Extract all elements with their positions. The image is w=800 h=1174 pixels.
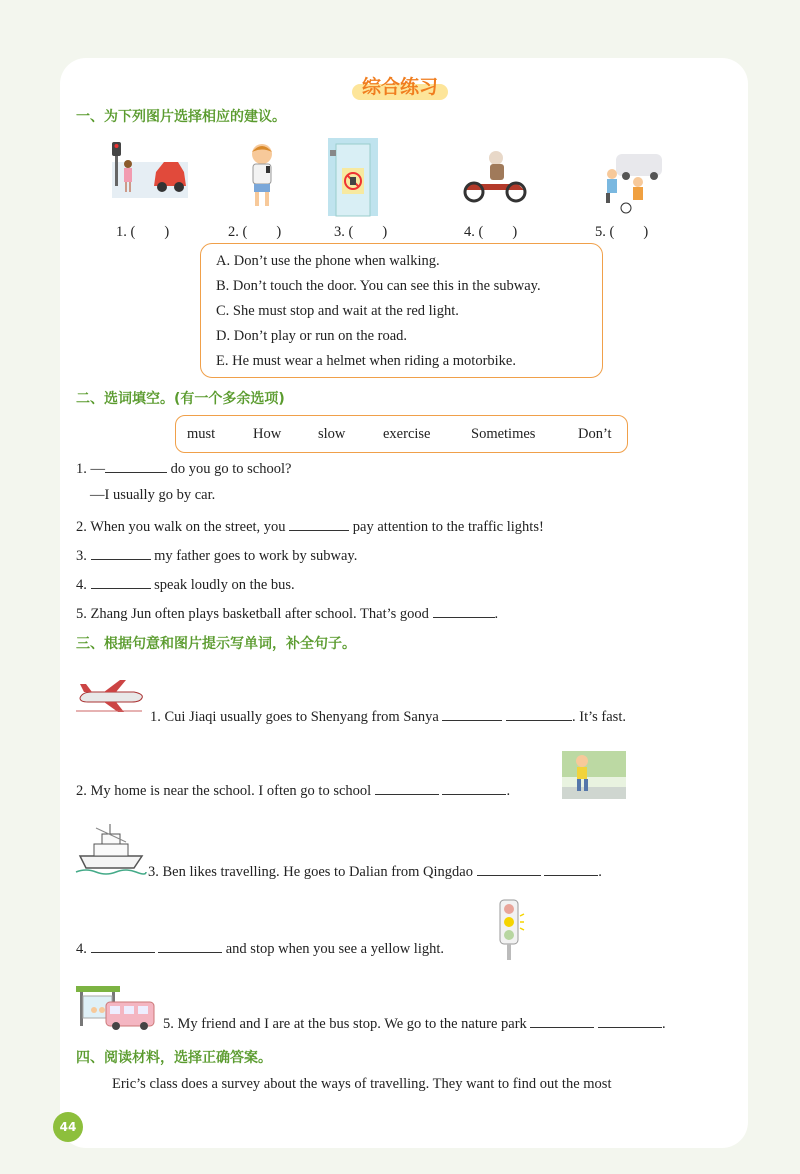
s3-q2-end: . [506, 783, 511, 799]
s2-q1-prefix: 1. — [76, 461, 105, 477]
page-title: 综合练习 [361, 76, 438, 98]
s2-q2-line [76, 516, 544, 536]
option-b: B. Don’t touch the door. You can see this in the subway. [216, 278, 541, 294]
s2-q2-prefix: 2. When you walk on the street, you [76, 519, 286, 535]
word-bank-item: How [253, 426, 282, 442]
section4-heading: 四、阅读材料，选择正确答案。 [76, 1050, 272, 1066]
picture-bus-stop [76, 986, 156, 1030]
s2-q4-prefix: 4. [76, 577, 87, 593]
s2-q5-line [76, 603, 498, 623]
answer-blank[interactable] [477, 861, 541, 876]
word-bank-item: Don’t [578, 426, 612, 442]
s2-q4-line [76, 574, 295, 594]
section2-heading: 二、选词填空。(有一个多余选项) [76, 391, 285, 407]
picture-girl-traffic-light [112, 142, 188, 198]
s3-q2-text: 2. My home is near the school. I often go to school [76, 783, 372, 799]
s2-q3-line [76, 545, 357, 565]
word-bank-item: slow [318, 426, 346, 442]
s3-q3-line [148, 861, 602, 881]
word-bank-item: Sometimes [471, 426, 536, 442]
s3-q4-line [76, 938, 444, 958]
q3-number: 3. ( ) [334, 224, 388, 240]
s2-q5-prefix: 5. Zhang Jun often plays basketball after school. That’s good [76, 606, 429, 622]
s3-q3-end: . [598, 864, 602, 880]
q5-number: 5. ( ) [595, 224, 649, 240]
section1-heading: 一、为下列图片选择相应的建议。 [76, 109, 286, 125]
q2-number: 2. ( ) [228, 224, 282, 240]
answer-blank[interactable] [375, 780, 439, 795]
section3-heading: 三、根据句意和图片提示写单词，补全句子。 [76, 636, 356, 652]
s3-q2-line [76, 780, 510, 800]
option-a: A. Don’t use the phone when walking. [216, 253, 440, 269]
picture-boy-walking [562, 751, 626, 799]
reading-paragraph: Eric’s class does a survey about the ways of travelling. They want to find out the most [112, 1076, 612, 1092]
answer-blank[interactable] [442, 706, 502, 721]
answer-blank[interactable] [91, 574, 151, 589]
option-e: E. He must wear a helmet when riding a motorbike. [216, 353, 516, 369]
picture-ship [76, 822, 146, 874]
traffic-light-icon [494, 898, 524, 962]
s3-q5-text: 5. My friend and I are at the bus stop. We go to the nature park [163, 1016, 527, 1032]
s2-q3-suffix: my father goes to work by subway. [154, 548, 358, 564]
s2-q1-suffix: do you go to school? [170, 461, 292, 477]
s3-q4-text: and stop when you see a yellow light. [225, 941, 445, 957]
picture-airplane [76, 678, 146, 714]
option-c: C. She must stop and wait at the red light. [216, 303, 459, 319]
answer-blank[interactable] [530, 1013, 594, 1028]
s3-q1-line [150, 706, 626, 726]
answer-blank[interactable] [433, 603, 495, 618]
answer-blank[interactable] [442, 780, 506, 795]
answer-blank[interactable] [289, 516, 349, 531]
picture-subway-door-sign [328, 138, 378, 216]
s3-q1-text: 1. Cui Jiaqi usually goes to Shenyang from Sanya [150, 709, 439, 725]
s2-q1-reply: —I usually go by car. [90, 487, 216, 503]
s3-q1-end: . It’s fast. [572, 709, 626, 725]
q1-number: 1. ( ) [116, 224, 170, 240]
answer-blank[interactable] [91, 938, 155, 953]
answer-blank[interactable] [544, 861, 598, 876]
s2-q1-line [76, 458, 291, 478]
s2-q3-prefix: 3. [76, 548, 87, 564]
s2-q4-suffix: speak loudly on the bus. [154, 577, 295, 593]
s3-q4-prefix: 4. [76, 941, 87, 957]
picture-motorbike-rider [460, 150, 530, 202]
answer-blank[interactable] [158, 938, 222, 953]
picture-boy-phone [244, 142, 280, 210]
answer-blank[interactable] [506, 706, 572, 721]
answer-blank[interactable] [598, 1013, 662, 1028]
s3-q5-end: . [662, 1016, 666, 1032]
page-number: 44 [53, 1112, 83, 1142]
option-d: D. Don’t play or run on the road. [216, 328, 408, 344]
s2-q5-suffix: . [494, 606, 499, 622]
answer-blank[interactable] [105, 458, 167, 473]
s3-q3-text: 3. Ben likes travelling. He goes to Dalian from Qingdao [148, 864, 473, 880]
s3-q5-line [163, 1013, 666, 1033]
picture-kids-road-football [596, 150, 666, 214]
s2-q2-suffix: pay attention to the traffic lights! [352, 519, 544, 535]
q4-number: 4. ( ) [464, 224, 518, 240]
word-bank-item: exercise [383, 426, 431, 442]
word-bank-item: must [187, 426, 216, 442]
answer-blank[interactable] [91, 545, 151, 560]
